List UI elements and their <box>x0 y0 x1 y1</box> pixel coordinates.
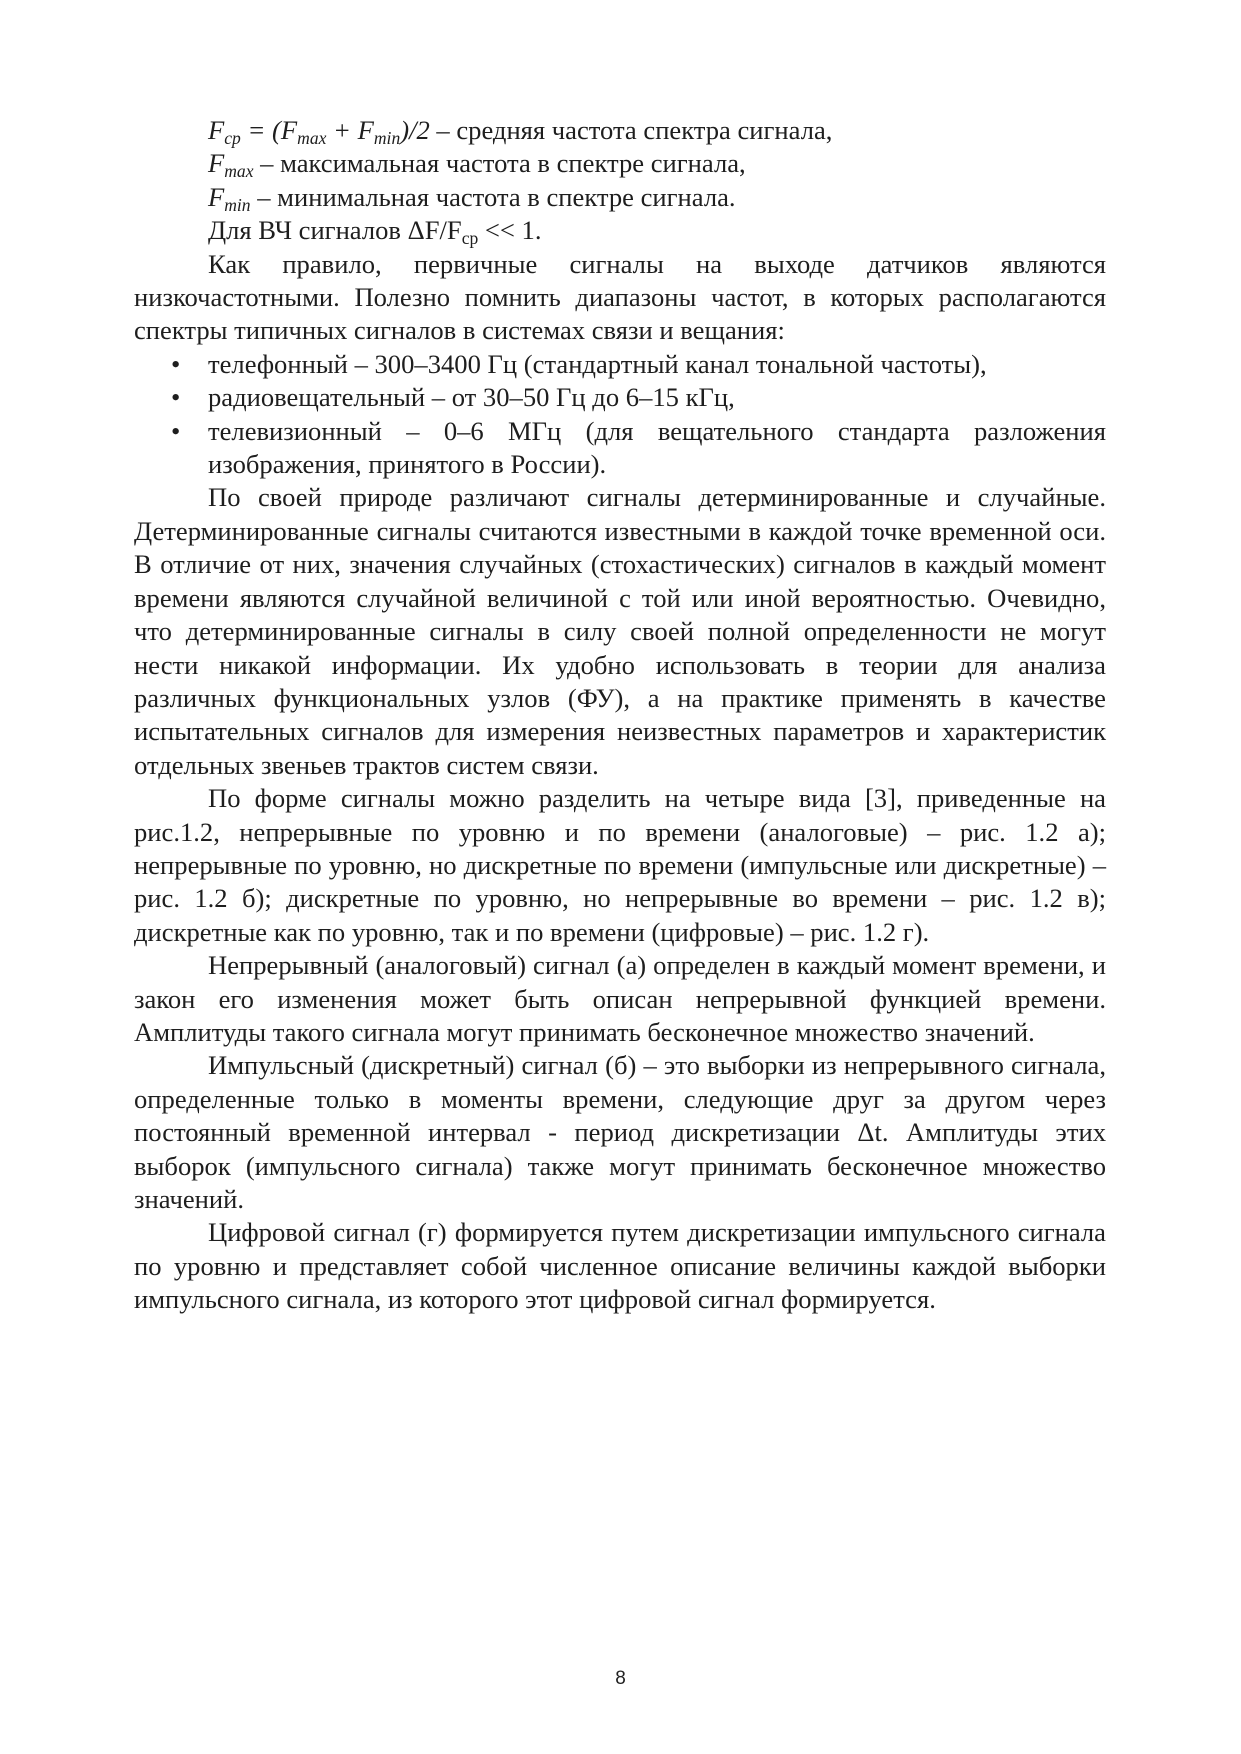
symbol-f: F <box>208 181 225 212</box>
symbol-f: F <box>208 115 225 145</box>
list-item <box>134 348 1106 381</box>
formula-part: = (F <box>240 115 298 145</box>
bullet-icon: • <box>171 415 181 446</box>
bullet-icon: • <box>171 348 181 379</box>
definition-text: – средняя частота спектра сигнала, <box>429 115 833 145</box>
hf-line-text: << 1. <box>478 215 542 246</box>
subscript-min: min <box>224 194 251 215</box>
paragraph-pulse-signal: Импульсный (дискретный) сигнал (б) – это выборки из непрерывного сигнала, определенные только в моменты времени, следующие друг за другом через постоянный временной интервал - период дискретизации Δt. Амплитуды этих выборок (импульсного сигнала) также могут принимать бесконечное множество значений. <box>134 1050 1106 1214</box>
formula-part: + F <box>326 115 374 145</box>
definition-min-frequency <box>134 181 1106 214</box>
subscript-max: max <box>224 161 254 182</box>
hf-line-text: Для ВЧ сигналов ΔF/F <box>208 215 462 246</box>
list-item-text: радиовещательный – от 30–50 Гц до 6–15 кГц, <box>208 382 735 413</box>
definition-max-frequency <box>134 147 1106 180</box>
intro-paragraph: Как правило, первичные сигналы на выходе датчиков являются низкочастотными. Полезно помнить диапазоны частот, в которых располагаются спектры типичных сигналов в системах связи и вещания: <box>134 248 1106 346</box>
page-body <box>134 114 1106 1317</box>
subscript-cp: ср <box>224 127 241 148</box>
paragraph-analog-signal: Непрерывный (аналоговый) сигнал (а) определен в каждый момент времени, и закон его изменения может быть описан непрерывной функцией времени. Амплитуды такого сигнала могут принимать бесконечное множество значений. <box>134 950 1106 1047</box>
hf-signals-ratio <box>134 214 1106 247</box>
definition-text: – минимальная частота в спектре сигнала. <box>250 181 736 212</box>
paragraph-signal-forms: По форме сигналы можно разделить на четыре вида [3], приведенные на рис.1.2, непрерывные по уровню и по времени (аналоговые) – рис. 1.2 а); непрерывные по уровню, но дискретные по времени (импульсные или дискретные) – рис. 1.2 б); дискретные по уровню, но непрерывные во времени – рис. 1.2 в); дискретные как по уровню, так и по времени (цифровые) – рис. 1.2 г). <box>134 783 1106 947</box>
page-number: 8 <box>615 1668 626 1689</box>
subscript-min: min <box>373 127 401 148</box>
definition-average-frequency <box>134 114 1106 147</box>
symbol-f: F <box>208 148 225 179</box>
list-item <box>134 415 1106 482</box>
list-item <box>134 381 1106 414</box>
formula-part: )/2 <box>400 115 430 145</box>
subscript-max: max <box>297 127 327 148</box>
list-item-text: телевизионный – 0–6 МГц (для вещательного стандарта разложения изображения, принятого в России). <box>208 415 1106 480</box>
paragraph-digital-signal: Цифровой сигнал (г) формируется путем дискретизации импульсного сигнала по уровню и представляет собой численное описание величины каждой выборки импульсного сигнала, из которого этот цифровой сигнал формируется. <box>134 1217 1106 1315</box>
definition-text: – максимальная частота в спектре сигнала, <box>253 148 746 179</box>
list-item-text: телефонный – 300–3400 Гц (стандартный канал тональной частоты), <box>208 348 987 379</box>
subscript-cp: ср <box>461 228 479 249</box>
signal-ranges-list <box>134 348 1106 482</box>
paragraph-signal-nature: По своей природе различают сигналы детерминированные и случайные. Детерминированные сигналы считаются известными в каждой точке временной оси. В отличие от них, значения случайных (стохастических) сигналов в каждый момент времени являются случайной величиной с той или иной вероятностью. Очевидно, что детерминированные сигналы в силу своей полной определенности не могут нести никакой информации. Их удобно использовать в теории для анализа различных функциональных узлов (ФУ), а на практике применять в качестве испытательных сигналов для измерения неизвестных параметров и характеристик отдельных звеньев трактов систем связи. <box>134 482 1106 780</box>
bullet-icon: • <box>171 382 181 413</box>
